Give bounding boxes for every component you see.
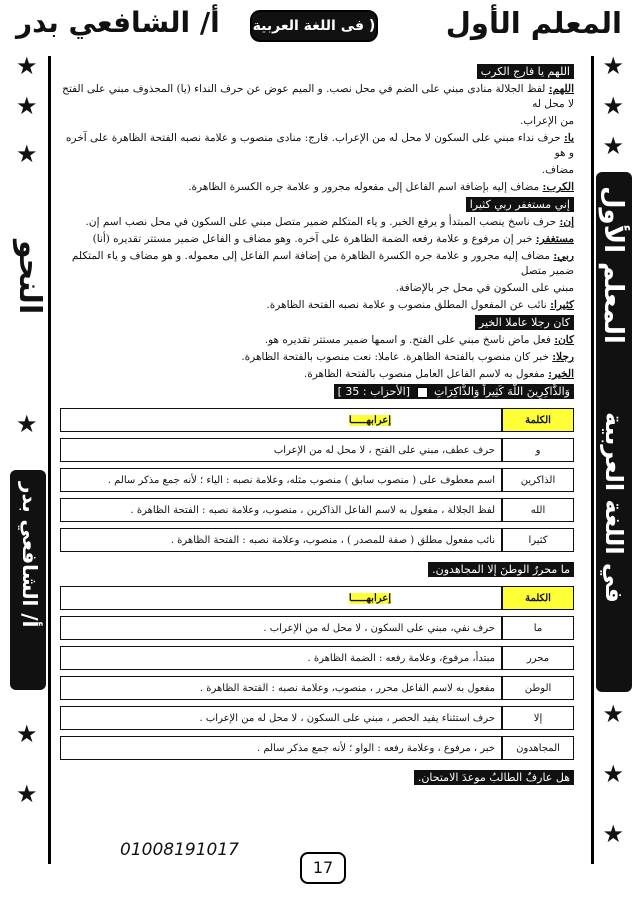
table-cell-word: و — [502, 438, 574, 462]
right-side-title: المعلم الأول — [598, 186, 628, 344]
star-icon: ★ — [16, 780, 38, 808]
text-line: الخير: مفعول به لاسم الفاعل العامل منصوب بالفتحة الظاهرة. — [303, 368, 574, 380]
star-icon: ★ — [602, 52, 624, 80]
table-cell-irab: حرف استثناء يفيد الحصر ، مبني على السكون ، لا محل له من الإعراب . — [60, 706, 502, 730]
header-teacher: أ/ الشافعي بدر — [16, 6, 220, 39]
text-line: اللهم: لفظ الجلالة منادى مبني على الضم في محل نصب. و الميم عوض عن حرف النداء (يا) المحذوف مبني على الفتح لا محل له — [62, 83, 574, 110]
left-side-teacher: أ/ الشافعي بدر — [18, 482, 42, 628]
header-main-title: المعلم الأول — [445, 6, 622, 40]
table-header-irab: إعرابهـــــا — [60, 586, 502, 610]
table-row — [60, 528, 574, 552]
irab-table-2 — [60, 580, 574, 766]
table-row — [60, 736, 574, 760]
text-line: رجلا: خبر كان منصوب بالفتحة الظاهرة. عاملا: نعت منصوب بالفتحة الظاهرة. — [241, 351, 574, 363]
section-heading: إني مستغفر ربي كثيرا — [466, 197, 574, 212]
text-line: ربي: مضاف إليه مجرور و علامة جره الكسرة الظاهرة من إضافة اسم الفاعل إلى معموله. و هو مضاف و ياء المتكلم ضمير متصل — [71, 250, 574, 277]
table-cell-word: إلا — [502, 706, 574, 730]
table-cell-word: الوطن — [502, 676, 574, 700]
main-content — [60, 64, 574, 788]
text-line: مستغفر: خبر إن مرفوع و علامة رفعه الضمة الظاهرة على آخره. وهو مضاف و الفاعل ضمير مستتر تقديره (أنا) — [92, 233, 574, 245]
text-line: يا: حرف نداء مبني على السكون لا محل له من الإعراب. فارج: منادى منصوب و علامة نصبه الفتحة الظاهرة على آخره و هو — [65, 132, 574, 159]
star-icon: ★ — [16, 92, 38, 120]
table-row — [60, 646, 574, 670]
star-icon: ★ — [16, 720, 38, 748]
text-line: من الإعراب. — [519, 115, 574, 127]
table-row — [60, 438, 574, 462]
footer-phone: 01008191017 — [120, 840, 239, 860]
table-cell-word: المجاهدون — [502, 736, 574, 760]
text-line: الكرب: مضاف إليه بإضافة اسم الفاعل إلى مفعوله مجرور و علامة جره الكسرة الظاهرة. — [188, 181, 574, 193]
right-side-subtitle: في اللغة العربية — [600, 412, 628, 603]
text-line: كان: فعل ماض ناسخ مبني على الفتح. و اسمها ضمير مستتر تقديره هو. — [264, 334, 574, 346]
table-cell-irab: نائب مفعول مطلق ( صفة للمصدر ) ، منصوب، وعلامة نصبه : الفتحة الظاهرة . — [60, 528, 502, 552]
table-row — [60, 676, 574, 700]
table-row — [60, 468, 574, 492]
left-side-subject: النحو — [12, 240, 47, 315]
table-cell-irab: اسم معطوف على ( منصوب سابق ) منصوب مثله، وعلامة نصبه : الياء ؛ لأنه جمع مذكر سالم . — [60, 468, 502, 492]
table-header-word: الكلمة — [502, 408, 574, 432]
star-icon: ★ — [602, 820, 624, 848]
header-subject: ( فى اللغة العربية ) — [250, 10, 378, 42]
section-heading: كان رجلا عاملا الخير — [475, 315, 574, 330]
table-cell-irab: لفظ الجلالة ، مفعول به لاسم الفاعل الذاكرين ، منصوب، وعلامة نصبه : الفتحة الظاهرة . — [60, 498, 502, 522]
table-header-irab: إعرابهـــــا — [60, 408, 502, 432]
verse-separator-icon — [417, 387, 428, 398]
star-icon: ★ — [16, 140, 38, 168]
table-cell-irab: حرف نفي، مبني على السكون ، لا محل له من الإعراب . — [60, 616, 502, 640]
table-row — [60, 616, 574, 640]
text-line: إن: حرف ناسخ ينصب المبتدأ و يرفع الخبر. و ياء المتكلم ضمير متصل مبني على السكون في محل نصب اسم إن. — [85, 216, 574, 228]
text-line: كثيرا: نائب عن المفعول المطلق منصوب و علامة نصبه الفتحة الظاهرة. — [266, 299, 574, 311]
quran-verse: وَالذَّاكِرِينَ اللَّهَ كَثِيراً وَالذَّاكِرَاتِ [الأحزاب : 35 ] — [334, 384, 574, 399]
table-cell-word: كثيرا — [502, 528, 574, 552]
table-header-row — [60, 586, 574, 610]
table-cell-irab: مبتدأ، مرفوع، وعلامة رفعه : الضمة الظاهرة . — [60, 646, 502, 670]
star-icon: ★ — [602, 760, 624, 788]
star-icon: ★ — [602, 700, 624, 728]
text-line: مبني على السكون في محل جر بالإضافة. — [395, 282, 574, 294]
table-row — [60, 498, 574, 522]
section-heading: هل عارفٌ الطالبُ موعدَ الامتحان. — [414, 770, 574, 785]
table-cell-word: الذاكرين — [502, 468, 574, 492]
star-icon: ★ — [602, 92, 624, 120]
table-cell-word: الله — [502, 498, 574, 522]
section-heading: اللهم يا فارج الكرب — [477, 64, 574, 79]
left-side-banner — [10, 470, 46, 690]
table-cell-irab: مفعول به لاسم الفاعل محرر ، منصوب، وعلامة نصبه : الفتحة الظاهرة . — [60, 676, 502, 700]
irab-table-1 — [60, 402, 574, 558]
table-row — [60, 706, 574, 730]
section-heading: ما محررٌ الوطنَ إلا المجاهدون. — [428, 562, 574, 577]
page-number: 17 — [300, 852, 346, 884]
text-line: مضاف. — [541, 164, 574, 176]
table-cell-irab: خبر ، مرفوع ، وعلامة رفعه : الواو ؛ لأنه جمع مذكر سالم . — [60, 736, 502, 760]
star-icon: ★ — [602, 132, 624, 160]
table-cell-word: محرر — [502, 646, 574, 670]
table-header-row — [60, 408, 574, 432]
table-header-word: الكلمة — [502, 586, 574, 610]
right-side-banner — [596, 172, 632, 692]
table-cell-irab: حرف عطف، مبني على الفتح ، لا محل له من الإعراب — [60, 438, 502, 462]
star-icon: ★ — [16, 52, 38, 80]
table-cell-word: ما — [502, 616, 574, 640]
page-header — [10, 6, 628, 62]
star-icon: ★ — [16, 410, 38, 438]
